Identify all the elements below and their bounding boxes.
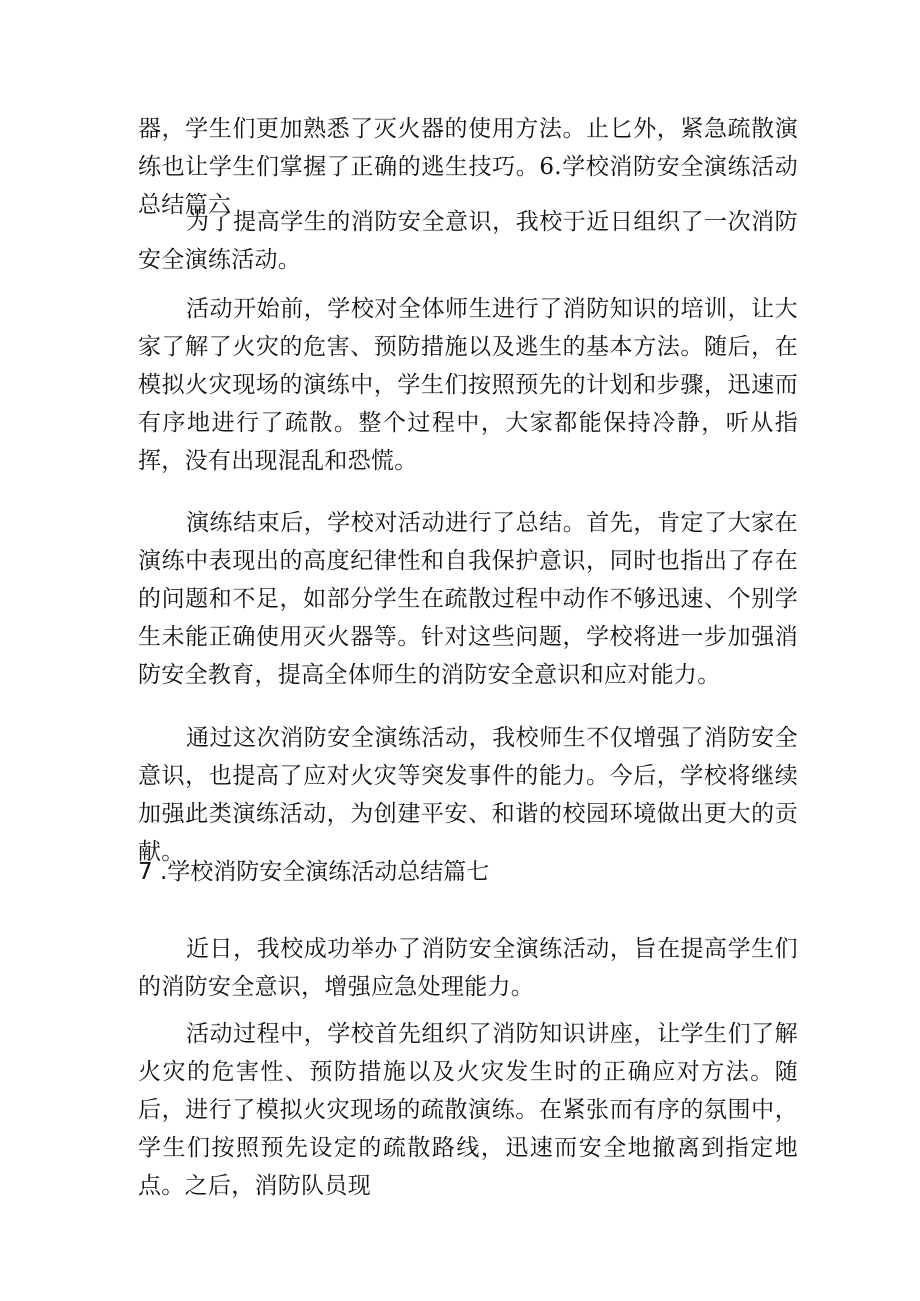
paragraph-process: 活动过程中，学校首先组织了消防知识讲座，让学生们了解火灾的危害性、预防措施以及火灾发生时的正确应对方法。随后，进行了模拟火灾现场的疏散演练。在紧张而有序的氛围中，学生们按照预先设定的疏散路线，迅速而安全地撤离到指定地点。之后，消防队员现: [138, 1021, 798, 1199]
section-heading: 7 .学校消防安全演练活动总结篇七: [138, 859, 490, 885]
paragraph-summary: 演练结束后，学校对活动进行了总结。首先，肯定了大家在演练中表现出的高度纪律性和自我保护意识，同时也指出了存在的问题和不足，如部分学生在疏散过程中动作不够迅速、个别学生未能正确使用灭火器等。针对这些问题，学校将进一步加强消防安全教育，提高全体师生的消防安全意识和应对能力。: [138, 510, 798, 688]
paragraph-before-activity: 活动开始前，学校对全体师生进行了消防知识的培训，让大家了解了火灾的危害、预防措施以及逃生的基本方法。随后，在模拟火灾现场的演练中，学生们按照预先的计划和步骤，迅速而有序地进行了疏散。整个过程中，大家都能保持冷静，听从指挥，没有出现混乱和恐慌。: [138, 296, 798, 474]
paragraph-continuation: 器，学生们更加熟悉了灭火器的使用方法。止匕外，紧急疏散演练也让学生们掌握了正确的逃生技巧。6.学校消防安全演练活动总结篇六: [138, 116, 798, 218]
paragraph-intro: 为了提高学生的消防安全意识，我校于近日组织了一次消防安全演练活动。: [138, 209, 798, 273]
paragraph-recent: 近日，我校成功举办了消防安全演练活动，旨在提高学生们的消防安全意识，增强应急处理能力。: [138, 936, 798, 1000]
paragraph-conclusion: 通过这次消防安全演练活动，我校师生不仅增强了消防安全意识，也提高了应对火灾等突发事件的能力。今后，学校将继续加强此类演练活动，为创建平安、和谐的校园环境做出更大的贡献。: [138, 725, 798, 865]
